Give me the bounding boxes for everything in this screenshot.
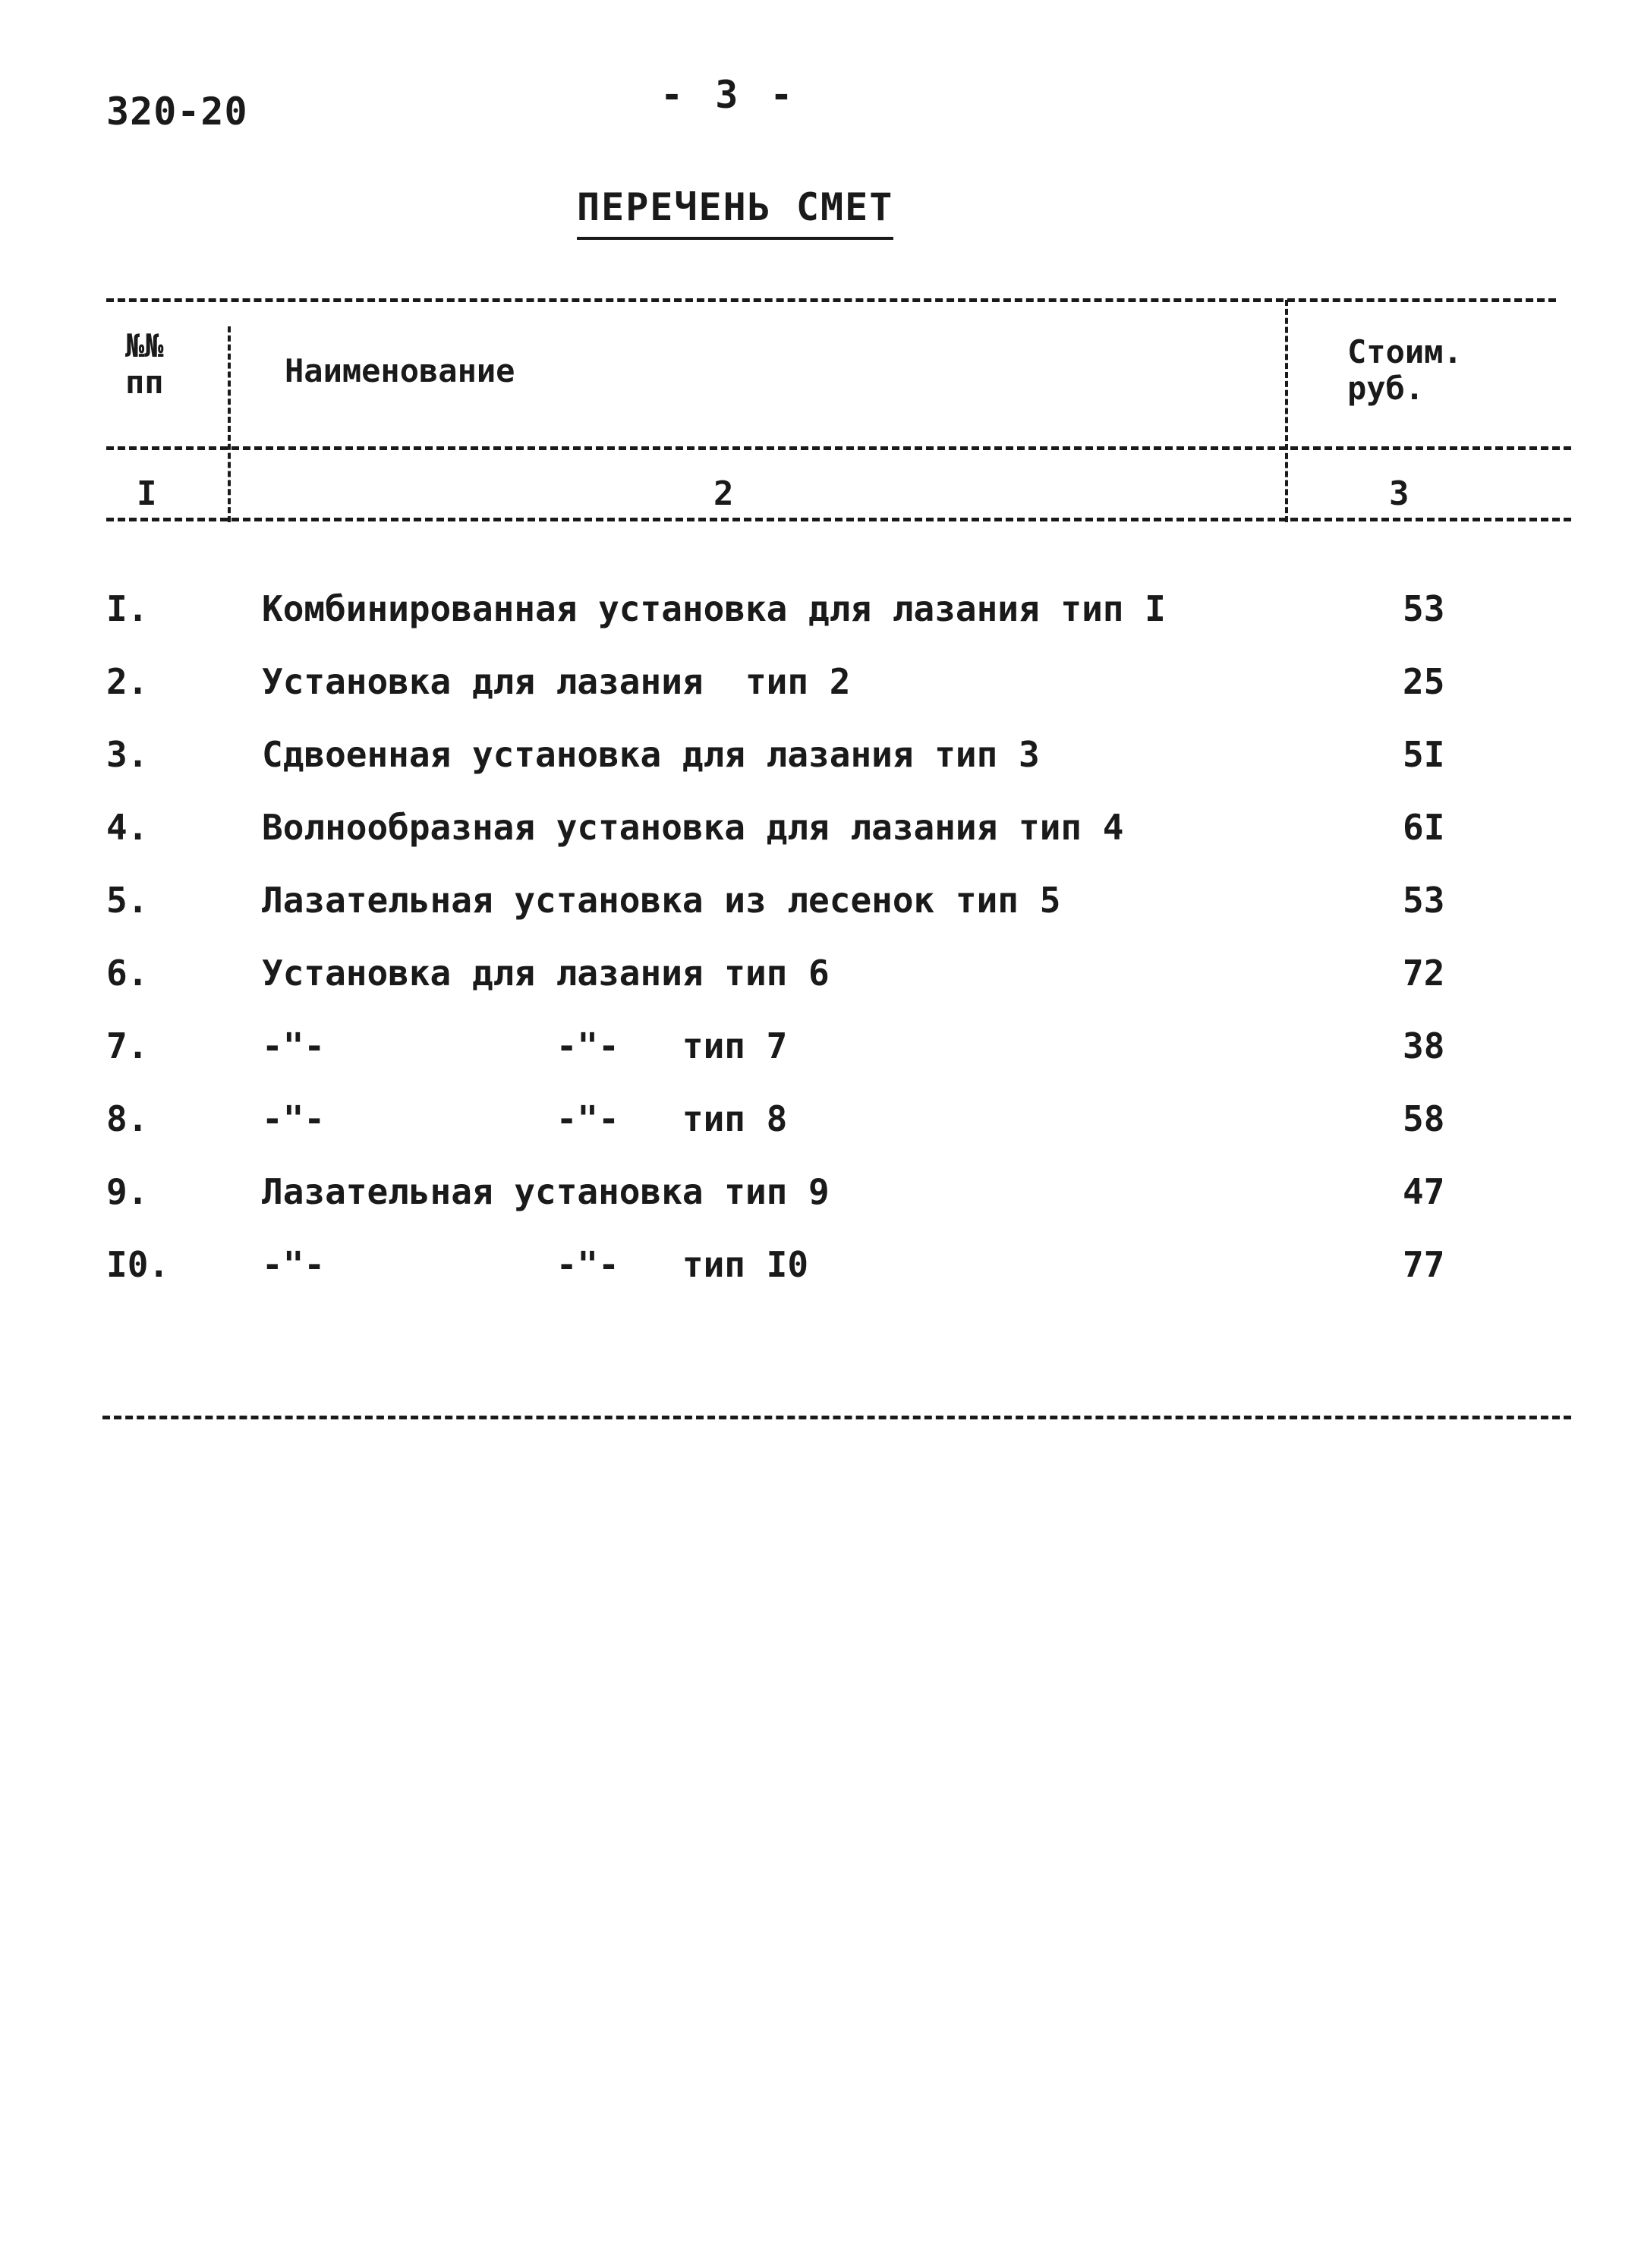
column-header-number-line2: пп [125, 364, 164, 402]
row-cost: 53 [1403, 588, 1445, 629]
row-number: 3. [106, 734, 149, 775]
column-header-cost-line2: руб. [1347, 370, 1425, 408]
row-cost: 53 [1403, 880, 1445, 921]
column-header-number [125, 328, 164, 402]
column-number-2: 2 [713, 474, 734, 513]
table-row [0, 588, 1641, 661]
document-title: ПЕРЕЧЕНЬ СМЕТ [577, 185, 893, 240]
row-cost: 58 [1403, 1098, 1445, 1139]
table-row [0, 1244, 1641, 1317]
row-name: Установка для лазания тип 2 [262, 661, 851, 702]
row-name: Комбинированная установка для лазания тип I [262, 588, 1166, 629]
row-cost: 25 [1403, 661, 1445, 702]
page-number: - 3 - [660, 73, 798, 117]
column-separator-2 [1285, 300, 1288, 522]
row-name: Установка для лазания тип 6 [262, 953, 830, 994]
column-header-name-line1: Наименование [285, 352, 515, 389]
table-body [0, 588, 1641, 1317]
row-number: 7. [106, 1025, 149, 1066]
row-name: -"- -"- тип I0 [262, 1244, 809, 1285]
row-cost: 47 [1403, 1171, 1445, 1212]
table-top-rule [106, 298, 1556, 302]
table-row [0, 1025, 1641, 1098]
table-row [0, 880, 1641, 953]
column-header-cost-line1: Стоим. [1347, 333, 1463, 370]
table-row [0, 734, 1641, 807]
row-number: 5. [106, 880, 149, 921]
row-name: Волнообразная установка для лазания тип 4 [262, 807, 1124, 848]
row-cost: 72 [1403, 953, 1445, 994]
table-row [0, 953, 1641, 1025]
row-cost: 6I [1403, 807, 1445, 848]
row-cost: 38 [1403, 1025, 1445, 1066]
table-row [0, 1098, 1641, 1171]
table-column-number-rule [106, 518, 1571, 521]
column-number-1: I [137, 474, 157, 513]
column-separator-1 [228, 326, 231, 522]
row-name: Лазательная установка тип 9 [262, 1171, 830, 1212]
column-number-3: 3 [1389, 474, 1409, 513]
table-header-rule [106, 446, 1571, 450]
row-number: 4. [106, 807, 149, 848]
column-header-name [285, 353, 515, 389]
column-header-cost [1347, 334, 1463, 408]
row-number: 8. [106, 1098, 149, 1139]
row-name: -"- -"- тип 8 [262, 1098, 788, 1139]
column-header-number-line1: №№ [125, 327, 164, 364]
row-number: I. [106, 588, 149, 629]
row-number: 9. [106, 1171, 149, 1212]
row-name: Лазательная установка из лесенок тип 5 [262, 880, 1061, 921]
row-cost: 77 [1403, 1244, 1445, 1285]
table-bottom-rule [102, 1416, 1571, 1419]
row-cost: 5I [1403, 734, 1445, 775]
row-name: -"- -"- тип 7 [262, 1025, 788, 1066]
table-row [0, 661, 1641, 734]
document-code: 320-20 [106, 90, 248, 134]
table-row [0, 1171, 1641, 1244]
row-number: 2. [106, 661, 149, 702]
row-name: Сдвоенная установка для лазания тип 3 [262, 734, 1040, 775]
row-number: 6. [106, 953, 149, 994]
table-row [0, 807, 1641, 880]
row-number: I0. [106, 1244, 170, 1285]
